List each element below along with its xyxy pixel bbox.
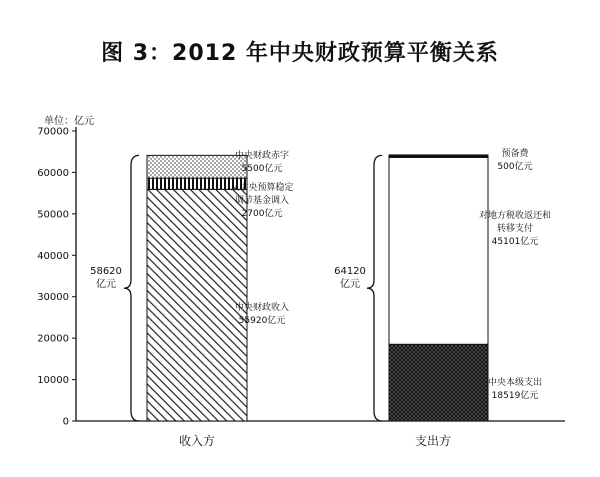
y-tick-label-5: 50000	[37, 209, 69, 221]
y-tick-label-0: 0	[62, 416, 69, 428]
segment-label-1-0-line-1: 18519亿元	[491, 391, 539, 401]
segment-label-1-2-line-0: 预备费	[501, 149, 529, 159]
y-tick-label-4: 40000	[37, 250, 69, 262]
segment-label-1-1-line-0: 对地方税收返还和	[478, 211, 552, 221]
total-brace-1	[367, 155, 382, 421]
y-tick-label-2: 20000	[37, 333, 69, 345]
total-label-0-line-0: 58620	[90, 266, 122, 278]
x-category-label-0: 收入方	[178, 434, 216, 448]
y-axis-unit-label: 单位：亿元	[44, 116, 94, 127]
x-category-label-1: 支出方	[414, 434, 452, 448]
y-tick-label-7: 70000	[37, 126, 69, 138]
y-tick-label-6: 60000	[37, 167, 69, 179]
segment-label-1-0-line-0: 中央本级支出	[487, 378, 543, 388]
segment-label-1-1-line-2: 45101亿元	[491, 237, 539, 247]
y-tick-label-1: 10000	[37, 375, 69, 387]
bar-1-segment-0	[389, 344, 488, 421]
segment-label-0-2-line-1: 5500亿元	[241, 164, 283, 174]
segment-label-0-1-line-1: 调节基金调入	[234, 196, 290, 206]
total-label-1-line-1: 亿元	[340, 279, 360, 291]
segment-label-1-1-line-1: 转移支付	[496, 224, 534, 234]
segment-label-0-1-line-2: 2700亿元	[241, 209, 283, 219]
bar-1-segment-2	[389, 155, 488, 158]
total-label-0-line-1: 亿元	[96, 279, 116, 291]
total-label-1-line-0: 64120	[334, 266, 366, 278]
segment-label-0-0-line-1: 55920亿元	[238, 316, 286, 326]
segment-label-0-2-line-0: 中央财政赤字	[234, 151, 290, 161]
segment-label-0-1-line-0: 从中央预算稳定	[230, 183, 294, 193]
total-brace-0	[124, 155, 139, 421]
chart-title: 图 3：2012 年中央财政预算平衡关系	[101, 41, 499, 66]
bar-1-segment-1	[389, 157, 488, 344]
bar-0-segment-2	[147, 155, 247, 178]
bar-0-segment-0	[147, 189, 247, 421]
segment-label-1-2-line-1: 500亿元	[497, 162, 533, 172]
segment-label-0-0-line-0: 中央财政收入	[234, 303, 290, 313]
y-tick-label-3: 30000	[37, 292, 69, 304]
